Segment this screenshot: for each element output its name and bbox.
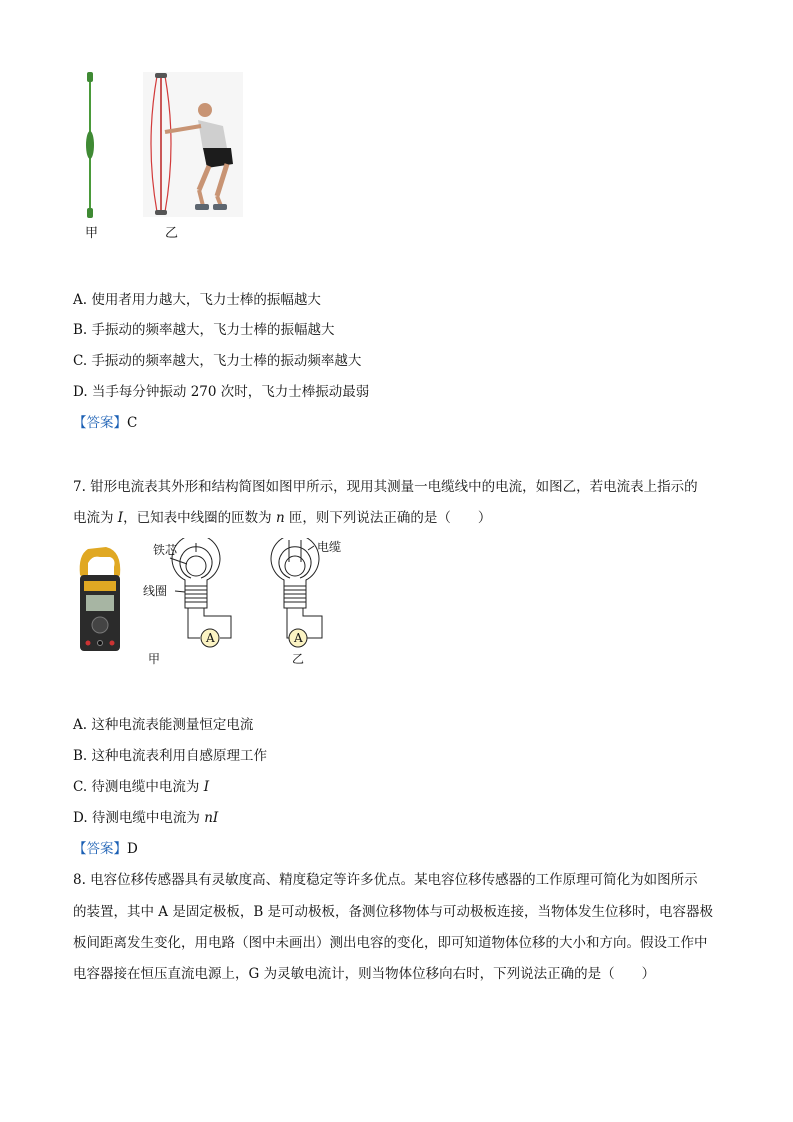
q8-stem-line1: 8. 电容位移传感器具有灵敏度高、精度稳定等许多优点。某电容位移传感器的工作原理可简化为如图所示 (73, 872, 698, 888)
flexi-bar-exercise-figure (143, 72, 243, 217)
answer-value: C (127, 415, 138, 431)
clamp-meter-photo (74, 545, 124, 653)
q7-answer (73, 837, 138, 857)
q7-option-a: A. 这种电流表能测量恒定电流 (73, 717, 254, 733)
var-n: n (275, 510, 285, 526)
q7-option-d (73, 806, 218, 826)
q7-stem-text: 匝，则下列说法正确的是（ ） (284, 510, 492, 526)
ammeter-symbol-jia: A (206, 631, 215, 645)
var-I: I (117, 510, 124, 526)
option-var: nI (204, 810, 219, 826)
q7-stem-text: ，已知表中线圈的匝数为 (123, 510, 276, 526)
label-cable: 电缆 (317, 540, 342, 554)
q7-stem-text: 电流为 (73, 510, 118, 526)
answer-value: D (127, 841, 138, 857)
q6-option-c: C. 手振动的频率越大，飞力士棒的振动频率越大 (73, 353, 362, 369)
label-yi: 乙 (292, 652, 305, 666)
q6-option-a: A. 使用者用力越大，飞力士棒的振幅越大 (73, 292, 321, 308)
option-text: D. 待测电缆中电流为 (73, 810, 205, 826)
q6-option-b: B. 手振动的频率越大，飞力士棒的振幅越大 (73, 322, 335, 338)
q7-stem-line1: 7. 钳形电流表其外形和结构简图如图甲所示，现用其测量一电缆线中的电流，如图乙，若电流表上指示的 (73, 479, 698, 495)
q8-stem-line3: 板间距离发生变化，用电路（图中未画出）测出电容的变化，即可知道物体位移的大小和方向。假设工作中 (73, 935, 708, 951)
q6-option-d: D. 当手每分钟振动 270 次时，飞力士棒振动最弱 (73, 384, 370, 400)
q6-answer (73, 411, 137, 431)
q8-stem-line4: 电容器接在恒压直流电源上，G 为灵敏电流计，则当物体位移向右时，下列说法正确的是（ ） (73, 966, 656, 982)
ammeter-symbol-yi: A (294, 631, 303, 645)
figure-label-jia: 甲 (85, 226, 99, 241)
option-text: C. 待测电缆中电流为 (73, 779, 204, 795)
label-jia: 甲 (148, 652, 161, 666)
q7-option-b: B. 这种电流表利用自感原理工作 (73, 748, 268, 764)
answer-tag: 【答案】 (73, 841, 127, 857)
flexi-bar-figure (78, 70, 102, 220)
label-core: 铁芯 (153, 543, 178, 557)
answer-tag: 【答案】 (73, 415, 127, 431)
option-var: I (203, 779, 210, 795)
q7-stem-line2 (73, 506, 491, 526)
q8-stem-line2: 的装置，其中 A 是固定极板，B 是可动极板，备测位移物体与可动极板连接，当物体发生位移时，电容器极 (73, 904, 714, 920)
label-coil: 线圈 (143, 584, 168, 598)
q7-option-c (73, 775, 209, 795)
figure-label-yi: 乙 (165, 226, 179, 241)
